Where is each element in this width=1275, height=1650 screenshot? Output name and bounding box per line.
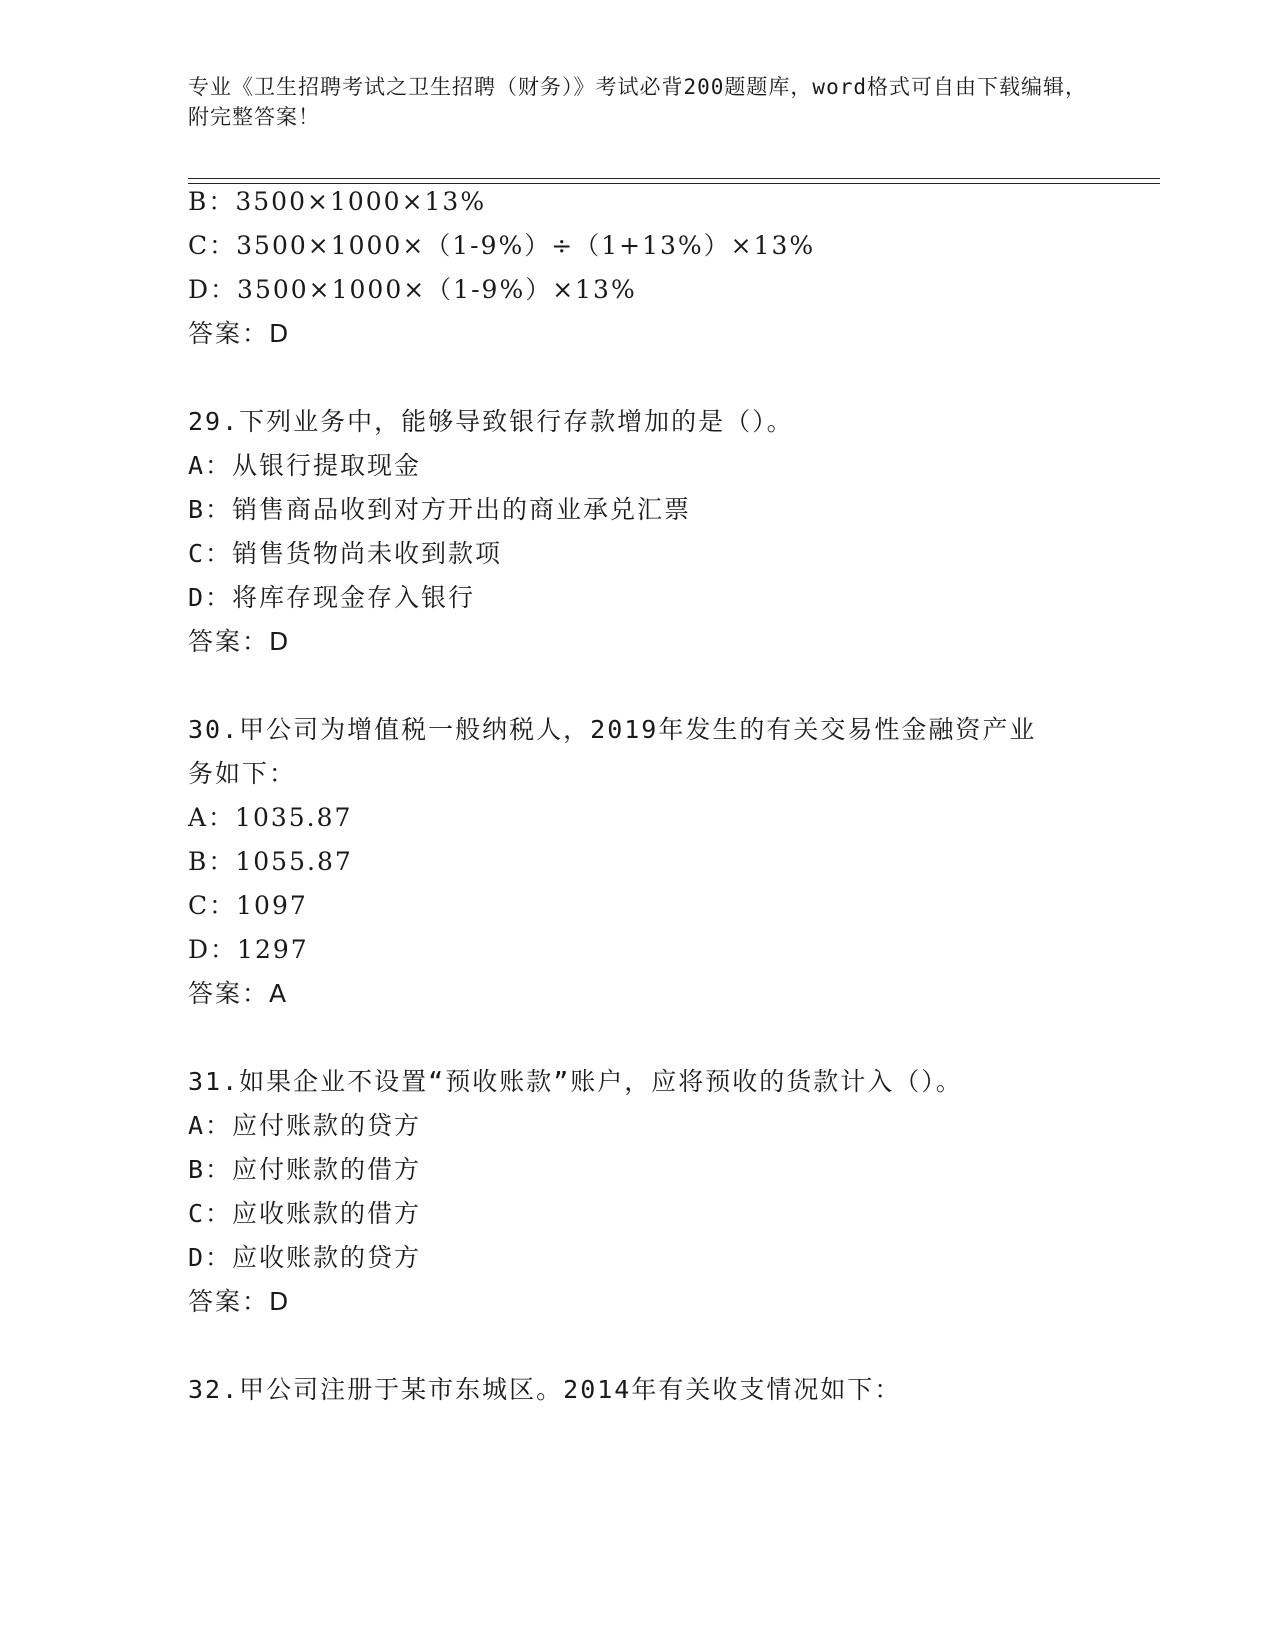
q31-option-d: D：应收账款的贷方 xyxy=(188,1243,422,1272)
q30-answer: 答案：A xyxy=(188,979,289,1008)
q28-option-c: C：3500×1000×（1-9%）÷（1+13%）×13% xyxy=(188,231,816,260)
q31-option-b: B：应付账款的借方 xyxy=(188,1155,422,1184)
document-header: 专业《卫生招聘考试之卫生招聘（财务）》考试必背200题题库，word格式可自由下载编辑，附完整答案！ xyxy=(188,75,1087,129)
q29-option-c: C：销售货物尚未收到款项 xyxy=(188,539,503,568)
q30-option-d: D：1297 xyxy=(188,935,309,964)
q29-stem: 29.下列业务中，能够导致银行存款增加的是（）。 xyxy=(188,407,794,436)
header-divider-top xyxy=(188,178,1160,179)
q28-answer: 答案：D xyxy=(188,319,291,348)
q31-option-c: C：应收账款的借方 xyxy=(188,1199,422,1228)
q31-stem: 31.如果企业不设置“预收账款”账户，应将预收的货款计入（）。 xyxy=(188,1067,963,1096)
q29-option-a: A：从银行提取现金 xyxy=(188,451,422,480)
q30-option-c: C：1097 xyxy=(188,891,308,920)
q29-answer: 答案：D xyxy=(188,627,291,656)
q29-option-b: B：销售商品收到对方开出的商业承兑汇票 xyxy=(188,495,692,524)
q29-option-d: D：将库存现金存入银行 xyxy=(188,583,476,612)
q31-option-a: A：应付账款的贷方 xyxy=(188,1111,422,1140)
q30-stem-line1: 30.甲公司为增值税一般纳税人，2019年发生的有关交易性金融资产业 xyxy=(188,715,1037,744)
q31-answer: 答案：D xyxy=(188,1287,291,1316)
q28-option-b: B：3500×1000×13% xyxy=(188,187,487,216)
header-divider-bottom xyxy=(188,183,1160,184)
q32-stem: 32.甲公司注册于某市东城区。2014年有关收支情况如下： xyxy=(188,1375,902,1404)
q30-option-b: B：1055.87 xyxy=(188,847,353,876)
q28-option-d: D：3500×1000×（1-9%）×13% xyxy=(188,275,637,304)
q30-stem-line2: 务如下： xyxy=(188,759,297,788)
q30-option-a: A：1035.87 xyxy=(188,803,353,832)
